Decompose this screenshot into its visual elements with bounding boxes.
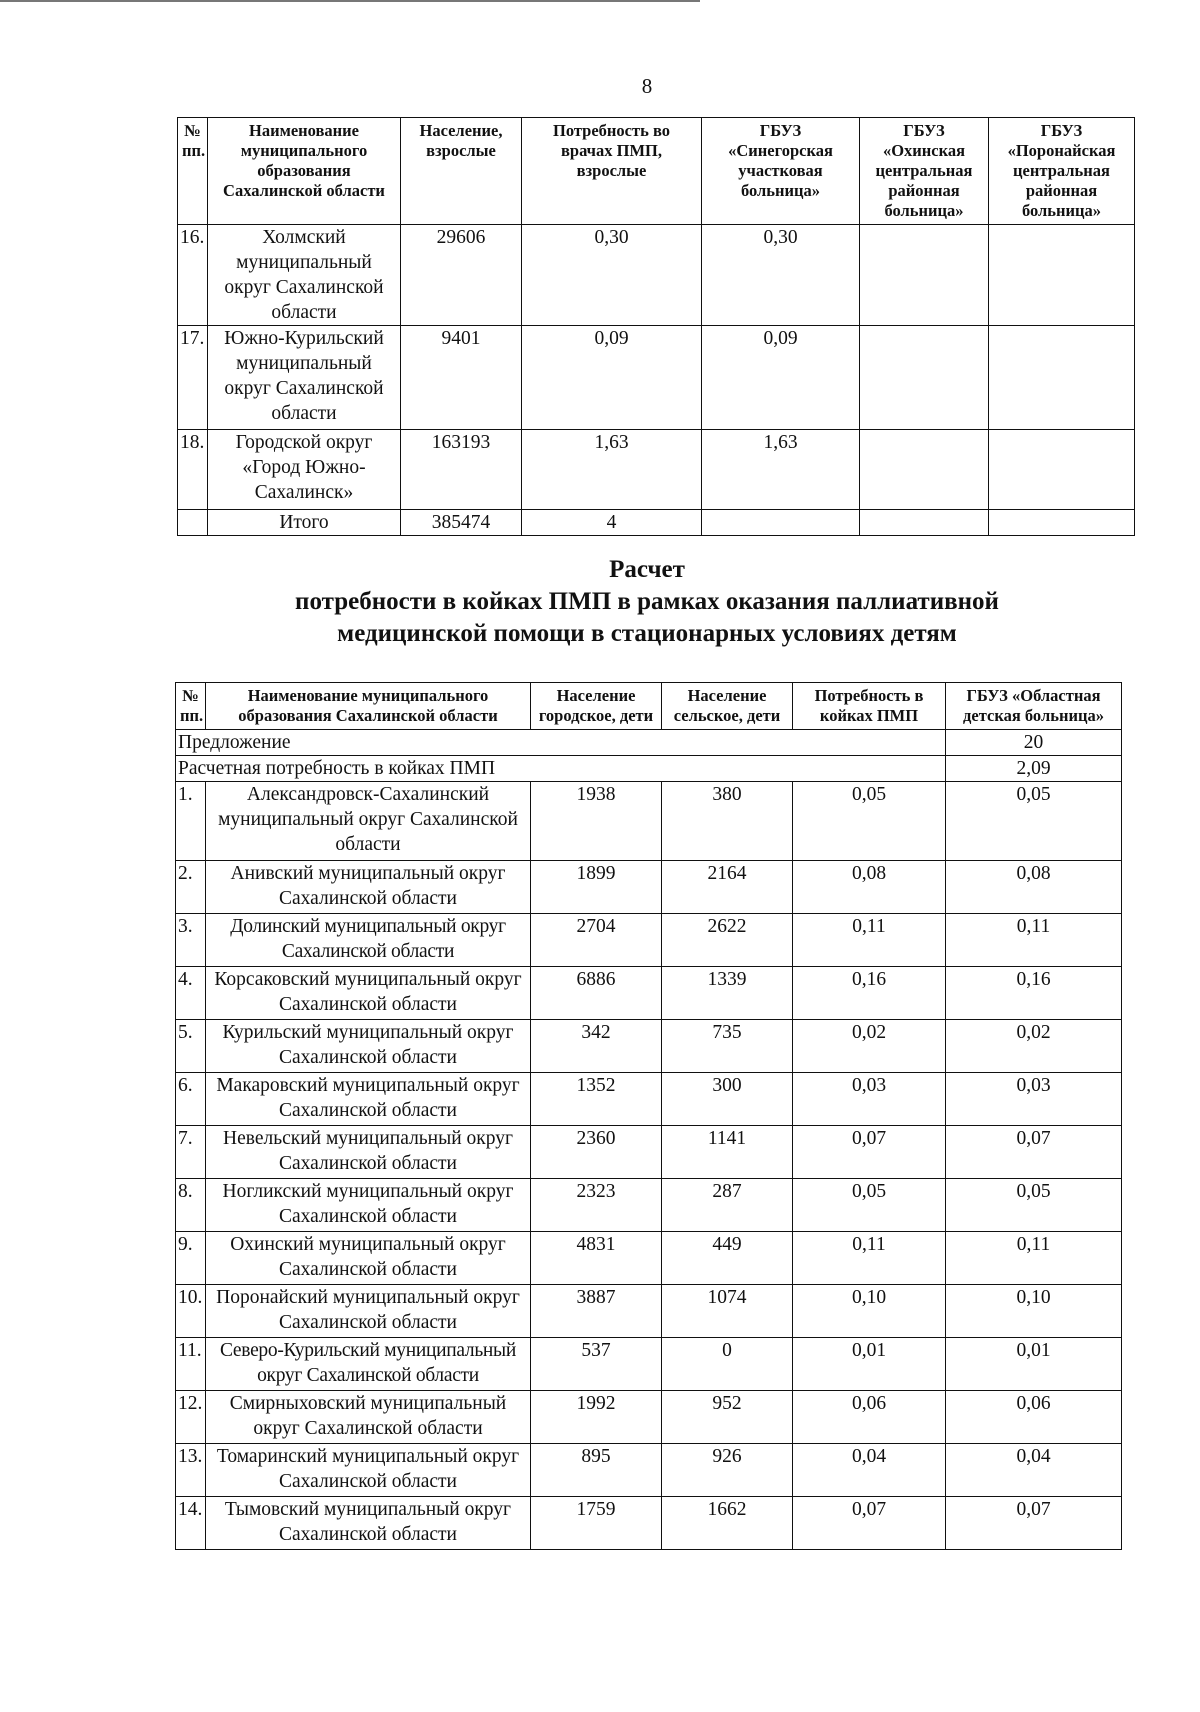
cell-value: 0,08 — [793, 861, 946, 914]
municipality-name: Александровск-Сахалинский муниципальный округ Сахалинской области — [206, 782, 531, 861]
estimate-value: 2,09 — [946, 756, 1122, 782]
cell-value — [860, 510, 989, 536]
municipality-name: Тымовский муниципальный округ Сахалинской области — [206, 1497, 531, 1550]
cell-value — [702, 510, 860, 536]
cell-value: 4 — [522, 510, 702, 536]
cell-value: 0,10 — [946, 1285, 1122, 1338]
column-header: ГБУЗ «Поронайская центральная районная больница» — [989, 118, 1135, 225]
cell-value: 342 — [531, 1020, 662, 1073]
cell-value: 1662 — [662, 1497, 793, 1550]
cell-value: 0,03 — [946, 1073, 1122, 1126]
municipality-name: Курильский муниципальный округ Сахалинской области — [206, 1020, 531, 1073]
cell-value — [989, 225, 1135, 326]
cell-value: 926 — [662, 1444, 793, 1497]
cell-value: 1759 — [531, 1497, 662, 1550]
cell-value: 895 — [531, 1444, 662, 1497]
cell-value: 287 — [662, 1179, 793, 1232]
column-header: Население, взрослые — [401, 118, 522, 225]
cell-value: 0,06 — [793, 1391, 946, 1444]
column-header: ГБУЗ «Синегорская участковая больница» — [702, 118, 860, 225]
row-number: 12. — [176, 1391, 206, 1444]
estimate-row — [176, 756, 1122, 782]
cell-value: 1,63 — [702, 430, 860, 510]
cell-value: 952 — [662, 1391, 793, 1444]
row-number: 7. — [176, 1126, 206, 1179]
row-number: 6. — [176, 1073, 206, 1126]
cell-value: 1074 — [662, 1285, 793, 1338]
cell-value: 0,09 — [522, 326, 702, 430]
cell-value: 0,16 — [793, 967, 946, 1020]
cell-value: 9401 — [401, 326, 522, 430]
cell-value: 300 — [662, 1073, 793, 1126]
cell-value: 380 — [662, 782, 793, 861]
cell-value: 2704 — [531, 914, 662, 967]
heading-line: потребности в койках ПМП в рамках оказания паллиативной — [295, 588, 999, 615]
cell-value: 735 — [662, 1020, 793, 1073]
cell-value: 1352 — [531, 1073, 662, 1126]
cell-value: 0,16 — [946, 967, 1122, 1020]
cell-value: 1,63 — [522, 430, 702, 510]
row-number: 9. — [176, 1232, 206, 1285]
cell-value: 0,06 — [946, 1391, 1122, 1444]
row-number: 17. — [178, 326, 208, 430]
column-header: ГБУЗ «Охинская центральная районная больница» — [860, 118, 989, 225]
cell-value: 163193 — [401, 430, 522, 510]
column-header: Потребность в койках ПМП — [793, 683, 946, 730]
row-number: 16. — [178, 225, 208, 326]
cell-value: 0,30 — [522, 225, 702, 326]
cell-value: 0,30 — [702, 225, 860, 326]
proposal-value: 20 — [946, 730, 1122, 756]
row-number: 11. — [176, 1338, 206, 1391]
cell-value: 0,07 — [946, 1126, 1122, 1179]
cell-value: 2622 — [662, 914, 793, 967]
municipality-name: Холмский муниципальный округ Сахалинской области — [208, 225, 401, 326]
cell-value: 385474 — [401, 510, 522, 536]
row-number: 1. — [176, 782, 206, 861]
cell-value: 0,05 — [946, 782, 1122, 861]
cell-value: 0,11 — [946, 1232, 1122, 1285]
column-header: Наименование муниципального образования Сахалинской области — [208, 118, 401, 225]
column-header: № пп. — [176, 683, 206, 730]
row-number: 13. — [176, 1444, 206, 1497]
heading-line: медицинской помощи в стационарных условиях детям — [337, 620, 957, 647]
cell-value: 1899 — [531, 861, 662, 914]
table-header-row — [176, 683, 1122, 730]
column-header: Наименование муниципального образования Сахалинской области — [206, 683, 531, 730]
column-header: № пп. — [178, 118, 208, 225]
table-row — [176, 1444, 1122, 1497]
cell-value: 0,07 — [793, 1497, 946, 1550]
cell-value: 0,11 — [793, 1232, 946, 1285]
table-row — [176, 782, 1122, 861]
municipality-name: Охинский муниципальный округ Сахалинской области — [206, 1232, 531, 1285]
municipality-name: Смирныховский муниципальный округ Сахалинской области — [206, 1391, 531, 1444]
cell-value: 0,03 — [793, 1073, 946, 1126]
table-row — [176, 967, 1122, 1020]
total-label: Итого — [208, 510, 401, 536]
municipality-name: Южно-Курильский муниципальный округ Сахалинской области — [208, 326, 401, 430]
table-row — [178, 430, 1135, 510]
table-row — [176, 1020, 1122, 1073]
cell-value: 2360 — [531, 1126, 662, 1179]
row-number: 10. — [176, 1285, 206, 1338]
cell-value: 0,09 — [702, 326, 860, 430]
table-row — [176, 1285, 1122, 1338]
municipality-name: Северо-Курильский муниципальный округ Сахалинской области — [206, 1338, 531, 1391]
municipality-name: Макаровский муниципальный округ Сахалинской области — [206, 1073, 531, 1126]
row-number — [178, 510, 208, 536]
municipality-name: Городской округ «Город Южно-Сахалинск» — [208, 430, 401, 510]
municipality-name: Корсаковский муниципальный округ Сахалинской области — [206, 967, 531, 1020]
cell-value: 0,08 — [946, 861, 1122, 914]
cell-value: 0 — [662, 1338, 793, 1391]
cell-value — [989, 430, 1135, 510]
municipality-name: Ногликский муниципальный округ Сахалинской области — [206, 1179, 531, 1232]
row-number: 3. — [176, 914, 206, 967]
municipality-name: Поронайский муниципальный округ Сахалинской области — [206, 1285, 531, 1338]
cell-value: 0,10 — [793, 1285, 946, 1338]
municipality-name: Анивский муниципальный округ Сахалинской области — [206, 861, 531, 914]
cell-value — [860, 225, 989, 326]
proposal-label: Предложение — [176, 730, 946, 756]
cell-value: 449 — [662, 1232, 793, 1285]
table-row — [176, 1497, 1122, 1550]
cell-value: 0,11 — [946, 914, 1122, 967]
row-number: 5. — [176, 1020, 206, 1073]
cell-value: 29606 — [401, 225, 522, 326]
adult-physicians-table — [177, 117, 1135, 536]
column-header: ГБУЗ «Областная детская больница» — [946, 683, 1122, 730]
cell-value: 2164 — [662, 861, 793, 914]
cell-value: 6886 — [531, 967, 662, 1020]
municipality-name: Невельский муниципальный округ Сахалинской области — [206, 1126, 531, 1179]
cell-value: 0,05 — [946, 1179, 1122, 1232]
table-row — [176, 1391, 1122, 1444]
cell-value: 0,07 — [793, 1126, 946, 1179]
cell-value: 2323 — [531, 1179, 662, 1232]
cell-value: 0,11 — [793, 914, 946, 967]
table-row — [178, 225, 1135, 326]
cell-value: 0,05 — [793, 1179, 946, 1232]
page-number: 8 — [641, 74, 653, 98]
children-beds-table — [175, 682, 1122, 1550]
cell-value: 1992 — [531, 1391, 662, 1444]
municipality-name: Томаринский муниципальный округ Сахалинской области — [206, 1444, 531, 1497]
cell-value: 1938 — [531, 782, 662, 861]
column-header: Население городское, дети — [531, 683, 662, 730]
cell-value: 0,01 — [946, 1338, 1122, 1391]
table-row — [176, 861, 1122, 914]
row-number: 14. — [176, 1497, 206, 1550]
table-row — [178, 326, 1135, 430]
proposal-row — [176, 730, 1122, 756]
cell-value — [989, 510, 1135, 536]
municipality-name: Долинский муниципальный округ Сахалинской области — [206, 914, 531, 967]
estimate-label: Расчетная потребность в койках ПМП — [176, 756, 946, 782]
cell-value: 537 — [531, 1338, 662, 1391]
cell-value — [860, 326, 989, 430]
cell-value: 0,05 — [793, 782, 946, 861]
cell-value: 1141 — [662, 1126, 793, 1179]
cell-value — [989, 326, 1135, 430]
cell-value: 0,02 — [946, 1020, 1122, 1073]
row-number: 8. — [176, 1179, 206, 1232]
table-row — [176, 1073, 1122, 1126]
cell-value: 0,01 — [793, 1338, 946, 1391]
cell-value: 0,04 — [946, 1444, 1122, 1497]
section-heading — [0, 554, 1200, 650]
heading-line: Расчет — [609, 556, 685, 583]
cell-value: 4831 — [531, 1232, 662, 1285]
cell-value: 1339 — [662, 967, 793, 1020]
table-row — [176, 1338, 1122, 1391]
table-header-row — [178, 118, 1135, 225]
cell-value: 3887 — [531, 1285, 662, 1338]
total-row — [178, 510, 1135, 536]
scan-edge-line — [0, 0, 700, 2]
cell-value — [860, 430, 989, 510]
column-header: Население сельское, дети — [662, 683, 793, 730]
table-row — [176, 1126, 1122, 1179]
table-row — [176, 1179, 1122, 1232]
table-row — [176, 1232, 1122, 1285]
cell-value: 0,07 — [946, 1497, 1122, 1550]
cell-value: 0,04 — [793, 1444, 946, 1497]
row-number: 4. — [176, 967, 206, 1020]
row-number: 2. — [176, 861, 206, 914]
row-number: 18. — [178, 430, 208, 510]
cell-value: 0,02 — [793, 1020, 946, 1073]
column-header: Потребность во врачах ПМП, взрослые — [522, 118, 702, 225]
table-row — [176, 914, 1122, 967]
